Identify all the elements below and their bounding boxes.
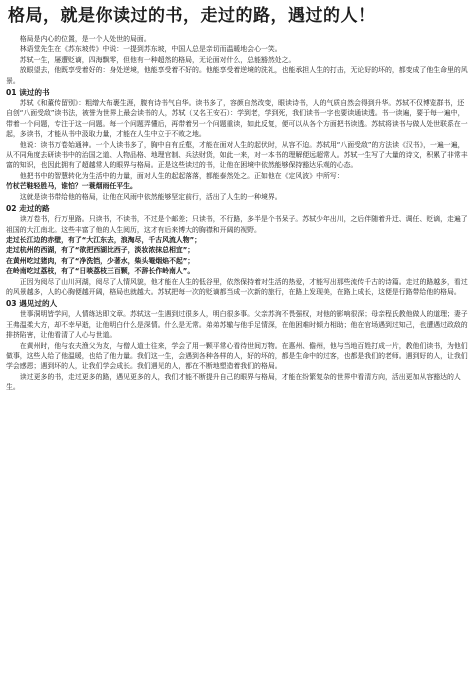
- section-paragraph: 苏轼《和董传留别》：粗缯大布裹生涯，腹有诗书气自华。读书多了，容颜自然改变，眼读诗书，人的气质自然会得到升华。苏轼不仅博览群书，还自创“八面受敌”读书法，被誉为世界上最会读书的人，苏轼（又名王安石）：学到老，学到死，我们读书一字也要读通读透。书一读遍，要于每一遍中，带着一个问题，专注于这一问题。每一个问题弄懂后，再带着另一个问题重读，如此反复，便可以从各个方面把书读透。苏轼将读书与做人处世联系在一起，多读书，才能从书中汲取力量，才能在人生中立于不败之地。: [6, 99, 468, 139]
- poem-line: 走过杭州的西湖，有了“欲把西湖比西子，淡妆浓抹总相宜”；: [6, 246, 195, 255]
- section-paragraph: 世事洞明皆学问，人情练达即文章。苏轼这一生遇到过很多人，明白很多事。父亲苏洵不畏强权，对他的影响很深；母亲程氏教他做人的道理；妻子王弗温柔大方，却不幸早逝，让他明白什么是深情。什么是无常。弟弟苏辙与他手足情深，在他困难时倾力相助；他在官场遇到过知己，也遭遇过政敌的排挤陷害，让他看清了人心与世道。: [6, 310, 468, 340]
- section-paragraph: 他说：读书万卷始通神。一个人读书多了，胸中自有丘壑，才能在面对人生的起伏时，从容不迫。苏轼用“八面受敌”的方法读《汉书》，一遍一遍，从不同角度去研读书中的治国之道、人物品格、地理官制、兵法财货，如此一来，对一本书的理解便远超常人。苏轼一生写了大量的诗文，积累了非常丰富的知识，也因此拥有了超越常人的眼界与格局。正是这些读过的书，让他在困境中依然能够保持豁达乐观的心态。: [6, 140, 468, 170]
- section-paragraph: 读过更多的书，走过更多的路，遇见更多的人，我们才能不断提升自己的眼界与格局，才能在纷繁复杂的世界中看清方向，活出更加从容豁达的人生。: [6, 372, 461, 392]
- poem-line: 在黄州吃过猪肉，有了“净洗铛，少著水，柴头罨烟焰不起”；: [6, 256, 195, 265]
- section-heading: 03 遇见过的人: [6, 299, 58, 309]
- intro-paragraph: 格局是内心的位置，是一个人处世的局面。: [19, 35, 151, 43]
- poem-quote: 竹杖芒鞋轻胜马，谁怕？一蓑烟雨任平生。: [6, 182, 137, 191]
- intro-paragraph: 苏轼一生，屡遭贬谪，四海飘零，但他有一种超然的格局，无论面对什么，总能豁然处之。: [19, 55, 296, 64]
- section-paragraph: 这就是读书带给他的格局，让他在风雨中依然能够坚定前行，活出了人生的一种境界。: [19, 192, 282, 201]
- article-body: [6, 34, 468, 393]
- section-paragraph: 读万卷书，行万里路。只读书，不读书，不过是个邮差；只读书，不行路，多半是个书呆子。苏轼少年出川，之后伴随着升迁、调任、贬谪，走遍了祖国的大江南北。这些丰富了他的人生阅历，这才有后来博大的胸襟和开阔的视野。: [6, 215, 468, 234]
- intro-paragraph: 放眼望去，他既享受着好的：身处逆境，他能享受着不好的。他能享受着逆境的洗礼，也能承担人生的打击，无论好的坏的，都变成了他生命里的风景。: [6, 66, 468, 85]
- article-title: 格局，就是你读过的书，走过的路，遇过的人！: [8, 6, 376, 26]
- section-paragraph: 正因为阅尽了山川河湖，阅尽了人情风貌，他才能在人生的低谷里，依然保持着对生活的热爱，才能写出那些流传千古的诗篇。走过的路越多，看过的风景越多，人的心胸便越开阔，格局也就越大。苏轼把每一次的贬谪都当成一次新的旅行，在路上发现美，在路上成长，这便是行路带给他的格局。: [6, 277, 468, 296]
- section-heading: 01 读过的书: [6, 88, 50, 98]
- section-heading: 02 走过的路: [6, 204, 50, 214]
- section-paragraph: 在黄州时，他与农夫渔父为友，与僧人道士往来，学会了用一颗平常心看待世间万物。在惠州、儋州，他与当地百姓打成一片，教他们读书，为他们做事，这些人给了他温暖，也给了他力量。我们这一生，会遇到各种各样的人，好的坏的，都是生命中的过客，也都是我们的老师。遇到好的人，让我们学会感恩；遇到坏的人，让我们学会成长。我们遇见的人，都在不断地塑造着我们的格局。: [6, 341, 468, 371]
- section-paragraph: 他把书中的智慧转化为生活中的力量，面对人生的起起落落，都能泰然处之。正如他在《定风波》中所写：: [19, 171, 344, 180]
- poem-line: 走过长江边的赤壁，有了“大江东去，浪淘尽，千古风流人物”；: [6, 235, 202, 244]
- intro-paragraph: 林语堂先生在《苏东坡传》中说：一提到苏东坡，中国人总是亲切而温暖地会心一笑。: [19, 45, 282, 54]
- poem-line: 在岭南吃过荔枝，有了“日啖荔枝三百颗，不辞长作岭南人”。: [6, 267, 195, 276]
